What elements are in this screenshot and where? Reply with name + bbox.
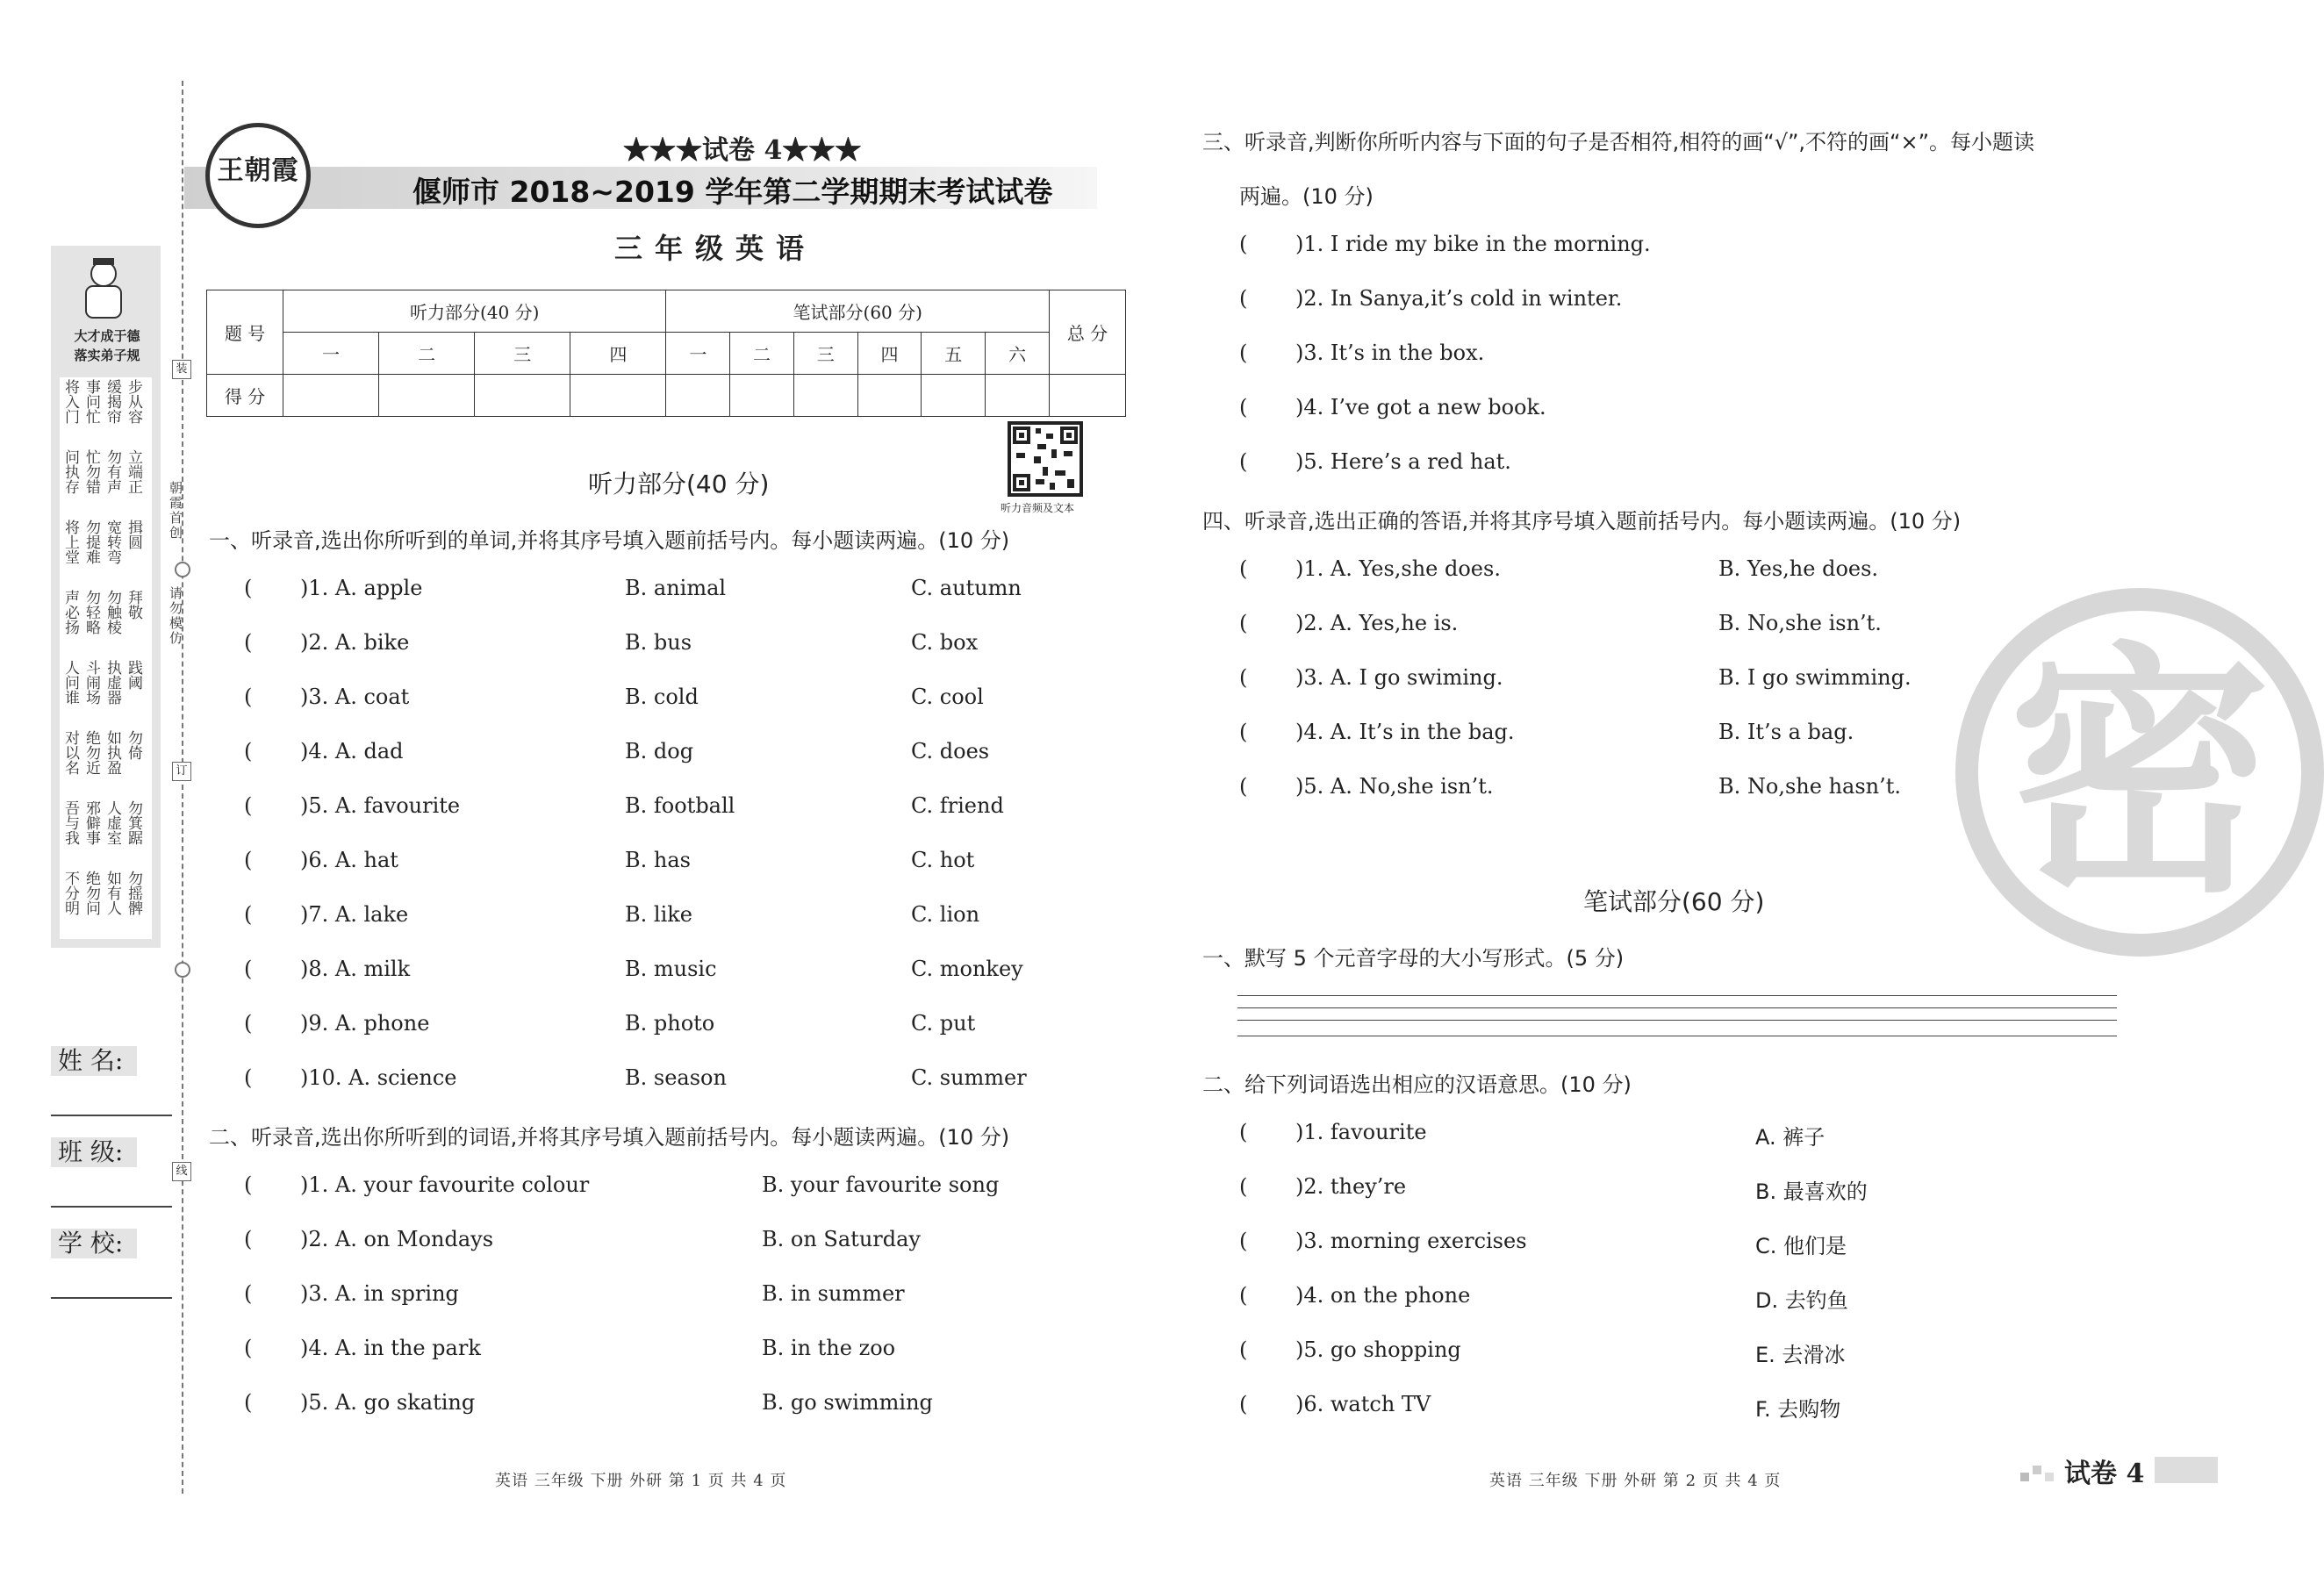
col-listening-2: 二 [379, 333, 475, 375]
answer-paren[interactable]: ( [1239, 341, 1248, 365]
qr-caption: 听力音频及文本 [1001, 502, 1075, 514]
logo-text: 王朝霞 [217, 155, 299, 186]
part3-heading-line2: 两遍。(10 分) [1239, 184, 1374, 209]
vertical-note-2: 请勿模仿 [168, 586, 183, 646]
question-option-a: )5. A. go skating [300, 1390, 476, 1415]
page-title: 偃师市 2018~2019 学年第二学期期末考试试卷 [412, 175, 1053, 209]
motto-column: 缓揭帘 [104, 379, 121, 424]
listening-header: 听力部分(40 分) [283, 290, 666, 333]
answer-paren[interactable]: ( [1239, 1337, 1248, 1362]
motto-line-1: 大才成于德 [74, 328, 140, 344]
question-option-b: B. has [625, 848, 691, 872]
score-cell[interactable] [730, 375, 794, 417]
motto-column: 不分明 [61, 871, 79, 915]
motto-column: 勿轻略 [82, 590, 100, 634]
name-label: 姓 名: [51, 1046, 137, 1076]
motto-column: 声必扬 [61, 590, 79, 634]
answer-paren[interactable]: ( [1239, 720, 1248, 744]
motto-column: 拜敬 [125, 590, 142, 620]
answer-paren[interactable]: ( [1239, 665, 1248, 690]
motto-column: 立端正 [125, 449, 142, 494]
question-option-c: C. lion [911, 902, 980, 927]
corner-exam-number: 试卷 4 [2064, 1459, 2145, 1489]
match-word: )2. they’re [1295, 1174, 1407, 1199]
match-meaning: D. 去钓鱼 [1755, 1288, 1848, 1313]
question-option-b: B. dog [625, 739, 694, 763]
question-option-c: C. cool [911, 685, 984, 709]
answer-paren[interactable]: ( [1239, 232, 1248, 256]
motto-column: 人问谁 [61, 660, 79, 705]
col-writing-4: 四 [857, 333, 922, 375]
secret-watermark [1955, 588, 2324, 957]
seal-mark-1: 装 [172, 360, 191, 379]
question-option-a: )8. A. milk [300, 957, 411, 981]
class-line[interactable] [51, 1206, 172, 1208]
question-option-a: )2. A. on Mondays [300, 1227, 494, 1251]
footer-page-2: 英语 三年级 下册 外研 第 2 页 共 4 页 [1489, 1472, 1782, 1490]
footer-page-1: 英语 三年级 下册 外研 第 1 页 共 4 页 [495, 1472, 787, 1490]
response-option-a: )3. A. I go swiming. [1295, 665, 1503, 690]
answer-paren[interactable]: ( [1239, 395, 1248, 419]
question-option-b: B. football [625, 793, 735, 818]
answer-paren[interactable]: ( [1239, 1120, 1248, 1144]
answer-paren[interactable]: ( [1239, 1174, 1248, 1199]
question-option-b: B. animal [625, 576, 727, 600]
match-meaning: F. 去购物 [1755, 1397, 1841, 1422]
motto-column: 揖圆 [125, 520, 142, 549]
question-option-c: C. put [911, 1011, 976, 1036]
subject-title: 三年级英语 [614, 232, 817, 265]
seal-mark-2: 订 [172, 762, 191, 781]
motto-column: 勿倚 [125, 730, 142, 760]
score-cell[interactable] [666, 375, 730, 417]
exam-number: ★★★试卷 4★★★ [623, 135, 862, 166]
row-label-bottom: 得 分 [207, 375, 283, 417]
judgement-sentence: )3. It’s in the box. [1295, 341, 1485, 365]
answer-paren[interactable]: ( [244, 630, 253, 655]
writing-part1-heading: 一、默写 5 个元音字母的大小写形式。(5 分) [1202, 946, 1625, 971]
writing-part2-heading: 二、给下列词语选出相应的汉语意思。(10 分) [1202, 1072, 1632, 1097]
qr-code-icon[interactable] [1008, 421, 1083, 497]
judgement-sentence: )2. In Sanya,it’s cold in winter. [1295, 286, 1623, 311]
judgement-sentence: )1. I ride my bike in the morning. [1295, 232, 1651, 256]
writing-line[interactable] [1237, 1007, 2117, 1008]
part1-heading: 一、听录音,选出你所听到的单词,并将其序号填入题前括号内。每小题读两遍。(10 分) [209, 528, 1010, 553]
motto-column: 邪僻事 [82, 800, 100, 845]
writing-header: 笔试部分(60 分) [666, 290, 1050, 333]
question-option-a: )4. A. in the park [300, 1336, 481, 1360]
corner-strip [2155, 1457, 2218, 1483]
answer-paren[interactable]: ( [244, 1281, 253, 1306]
score-cell[interactable] [986, 375, 1050, 417]
motto-column: 如执盈 [104, 730, 121, 775]
answer-paren[interactable]: ( [244, 848, 253, 872]
answer-paren[interactable]: ( [244, 902, 253, 927]
answer-paren[interactable]: ( [1239, 1392, 1248, 1416]
question-option-c: C. box [911, 630, 979, 655]
answer-paren[interactable]: ( [244, 1227, 253, 1251]
question-option-c: C. monkey [911, 957, 1023, 981]
response-option-b: B. I go swimming. [1718, 665, 1912, 690]
motto-column: 勿触棱 [104, 590, 121, 634]
score-cell[interactable] [379, 375, 475, 417]
score-cell[interactable] [283, 375, 379, 417]
score-cell[interactable] [922, 375, 986, 417]
col-listening-4: 四 [570, 333, 666, 375]
question-option-b: B. on Saturday [762, 1227, 921, 1251]
match-meaning: C. 他们是 [1755, 1234, 1847, 1258]
question-option-b: B. season [625, 1065, 727, 1090]
corner-dots-icon [2020, 1457, 2059, 1487]
answer-paren[interactable]: ( [244, 793, 253, 818]
name-line[interactable] [51, 1115, 172, 1116]
motto-column: 绝勿近 [82, 730, 100, 775]
question-option-c: C. summer [911, 1065, 1027, 1090]
question-option-b: B. go swimming [762, 1390, 933, 1415]
motto-column: 事问忙 [82, 379, 100, 424]
motto-line-2: 落实弟子规 [74, 348, 140, 363]
question-option-a: )1. A. apple [300, 576, 423, 600]
answer-paren[interactable]: ( [244, 957, 253, 981]
col-listening-1: 一 [283, 333, 379, 375]
binding-hole-1 [175, 562, 190, 577]
school-label: 学 校: [51, 1229, 137, 1258]
score-cell[interactable] [857, 375, 922, 417]
motto-column: 践阈 [125, 660, 142, 690]
response-option-b: B. No,she isn’t. [1718, 611, 1882, 635]
answer-paren[interactable]: ( [244, 1011, 253, 1036]
school-line[interactable] [51, 1297, 172, 1299]
motto-column: 对以名 [61, 730, 79, 775]
question-option-b: B. photo [625, 1011, 715, 1036]
question-option-a: )2. A. bike [300, 630, 410, 655]
question-option-b: B. music [625, 957, 717, 981]
response-option-a: )4. A. It’s in the bag. [1295, 720, 1515, 744]
answer-paren[interactable]: ( [1239, 286, 1248, 311]
motto-column: 宽转弯 [104, 520, 121, 564]
match-meaning: E. 去滑冰 [1755, 1343, 1846, 1367]
motto-column: 问执存 [61, 449, 79, 494]
match-meaning: B. 最喜欢的 [1755, 1179, 1868, 1204]
motto-column: 斗闹场 [82, 660, 100, 705]
question-option-a: )4. A. dad [300, 739, 404, 763]
listening-title: 听力部分(40 分) [588, 470, 770, 498]
answer-paren[interactable]: ( [244, 1336, 253, 1360]
response-option-a: )1. A. Yes,she does. [1295, 556, 1501, 581]
answer-paren[interactable]: ( [1239, 1229, 1248, 1253]
answer-paren[interactable]: ( [1239, 774, 1248, 799]
question-option-b: B. cold [625, 685, 699, 709]
answer-paren[interactable]: ( [244, 685, 253, 709]
mascot-motto [54, 326, 160, 365]
col-listening-3: 三 [475, 333, 570, 375]
answer-paren[interactable]: ( [244, 1390, 253, 1415]
answer-paren[interactable]: ( [244, 1172, 253, 1197]
match-word: )3. morning exercises [1295, 1229, 1527, 1253]
col-writing-3: 三 [793, 333, 857, 375]
mascot-icon [77, 254, 130, 321]
response-option-b: B. Yes,he does. [1718, 556, 1879, 581]
vertical-note-1: 朝霞首创 [168, 481, 183, 541]
question-option-a: )6. A. hat [300, 848, 398, 872]
motto-column: 将上堂 [61, 520, 79, 564]
question-option-a: )5. A. favourite [300, 793, 461, 818]
writing-title: 笔试部分(60 分) [1583, 887, 1765, 916]
motto-column: 执虚器 [104, 660, 121, 705]
part4-heading: 四、听录音,选出正确的答语,并将其序号填入题前括号内。每小题读两遍。(10 分) [1202, 509, 1962, 534]
question-option-c: C. does [911, 739, 990, 763]
question-option-c: C. friend [911, 793, 1004, 818]
judgement-sentence: )5. Here’s a red hat. [1295, 449, 1511, 474]
col-writing-5: 五 [922, 333, 986, 375]
motto-column: 如有人 [104, 871, 121, 915]
writing-line[interactable] [1237, 1020, 2117, 1021]
response-option-a: )5. A. No,she isn’t. [1295, 774, 1494, 799]
motto-column: 步从容 [125, 379, 142, 424]
question-option-a: )10. A. science [300, 1065, 457, 1090]
score-cell[interactable] [570, 375, 666, 417]
answer-paren[interactable]: ( [1239, 1283, 1248, 1308]
answer-paren[interactable]: ( [244, 1065, 253, 1090]
score-cell[interactable] [475, 375, 570, 417]
answer-paren[interactable]: ( [1239, 449, 1248, 474]
score-cell[interactable] [793, 375, 857, 417]
question-option-b: B. like [625, 902, 692, 927]
part2-heading: 二、听录音,选出你所听到的词语,并将其序号填入题前括号内。每小题读两遍。(10 分) [209, 1125, 1010, 1150]
judgement-sentence: )4. I’ve got a new book. [1295, 395, 1546, 419]
response-option-a: )2. A. Yes,he is. [1295, 611, 1459, 635]
match-word: )5. go shopping [1295, 1337, 1461, 1362]
question-option-a: )3. A. coat [300, 685, 410, 709]
writing-line[interactable] [1237, 995, 2117, 996]
motto-column: 勿有声 [104, 449, 121, 494]
motto-column: 人虚室 [104, 800, 121, 845]
motto-columns [63, 379, 151, 937]
answer-paren[interactable]: ( [244, 739, 253, 763]
binding-hole-2 [175, 962, 190, 978]
match-word: )1. favourite [1295, 1120, 1427, 1144]
motto-column: 勿摇髀 [125, 871, 142, 915]
seal-mark-3: 线 [172, 1162, 191, 1181]
row-label-top: 题 号 [207, 290, 283, 375]
motto-column: 将入门 [61, 379, 79, 424]
brand-logo [205, 123, 311, 228]
question-option-a: )7. A. lake [300, 902, 409, 927]
col-writing-2: 二 [730, 333, 794, 375]
match-word: )4. on the phone [1295, 1283, 1471, 1308]
question-option-c: C. hot [911, 848, 975, 872]
score-table [206, 290, 1126, 417]
match-word: )6. watch TV [1295, 1392, 1431, 1416]
col-writing-6: 六 [986, 333, 1050, 375]
col-writing-1: 一 [666, 333, 730, 375]
question-option-b: B. your favourite song [762, 1172, 1000, 1197]
class-label: 班 级: [51, 1137, 137, 1167]
motto-column: 勿提难 [82, 520, 100, 564]
question-option-b: B. in the zoo [762, 1336, 896, 1360]
answer-paren[interactable]: ( [244, 576, 253, 600]
part3-heading-line1: 三、听录音,判断你所听内容与下面的句子是否相符,相符的画“√”,不符的画“×”。每小题读 [1202, 130, 2035, 154]
total-header: 总 分 [1050, 290, 1126, 375]
match-meaning: A. 裤子 [1755, 1125, 1825, 1150]
question-option-b: B. in summer [762, 1281, 905, 1306]
motto-column: 勿箕踞 [125, 800, 142, 845]
score-cell-total[interactable] [1050, 375, 1126, 417]
question-option-c: C. autumn [911, 576, 1022, 600]
watermark-char: 密 [2008, 618, 2271, 928]
motto-column: 吾与我 [61, 800, 79, 845]
question-option-b: B. bus [625, 630, 692, 655]
question-option-a: )1. A. your favourite colour [300, 1172, 590, 1197]
question-option-a: )3. A. in spring [300, 1281, 459, 1306]
response-option-b: B. No,she hasn’t. [1718, 774, 1902, 799]
motto-column: 绝勿问 [82, 871, 100, 915]
binding-dashed-line [182, 81, 183, 1494]
question-option-a: )9. A. phone [300, 1011, 430, 1036]
motto-column: 忙勿错 [82, 449, 100, 494]
answer-paren[interactable]: ( [1239, 556, 1248, 581]
response-option-b: B. It’s a bag. [1718, 720, 1854, 744]
answer-paren[interactable]: ( [1239, 611, 1248, 635]
